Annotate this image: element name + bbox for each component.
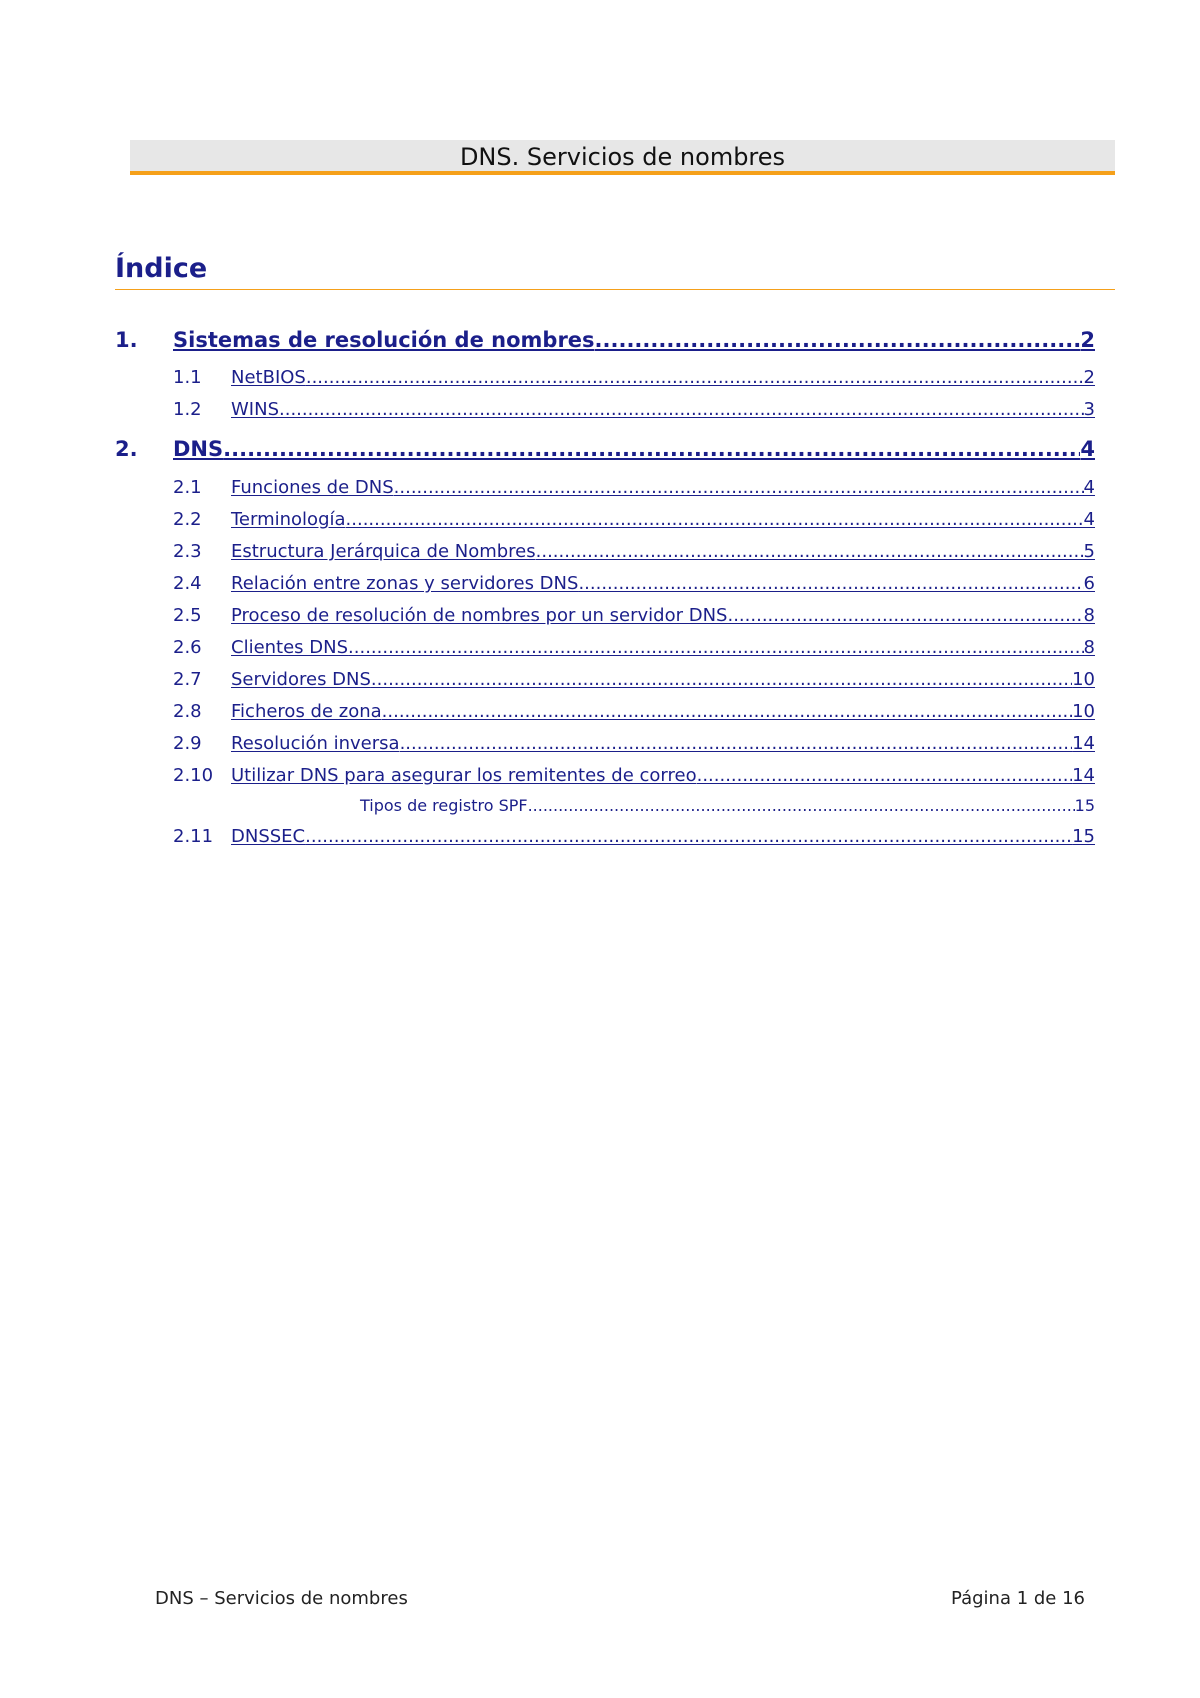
toc-title: Índice: [115, 253, 208, 284]
footer-document-title: DNS – Servicios de nombres: [155, 1588, 408, 1609]
toc-leader-dots: [697, 765, 1073, 786]
toc-entry-link[interactable]: [231, 509, 1095, 530]
toc-entry-label: Sistemas de resolución de nombres: [173, 328, 595, 352]
toc-entry-number: 2.4: [173, 573, 202, 594]
toc-entry-page: 15: [1074, 796, 1095, 815]
toc-entry-label: WINS: [231, 399, 279, 420]
toc-entry-page: 14: [1072, 733, 1095, 754]
toc-entry-number: 2.8: [173, 701, 202, 722]
toc-entry[interactable]: [173, 477, 1095, 501]
toc-entry-link[interactable]: [231, 701, 1095, 722]
toc-entry-number: 2.3: [173, 541, 202, 562]
toc-leader-dots: [305, 826, 1072, 847]
toc-entry-page: 4: [1080, 437, 1095, 461]
toc-entry-label: Ficheros de zona: [231, 701, 382, 722]
toc-entry-link[interactable]: [231, 637, 1095, 658]
toc-leader-dots: [371, 669, 1072, 690]
toc-entry-link[interactable]: [231, 399, 1095, 420]
toc-leader-dots: [595, 328, 1081, 352]
toc-entry-number: 2.9: [173, 733, 202, 754]
toc-entry-page: 8: [1083, 637, 1095, 658]
toc-entry-label: Clientes DNS: [231, 637, 349, 658]
toc-entry-label: Proceso de resolución de nombres por un servidor DNS: [231, 605, 728, 626]
toc-entry-page: 5: [1083, 541, 1095, 562]
toc-entry-link[interactable]: [231, 573, 1095, 594]
toc-leader-dots: [394, 477, 1084, 498]
toc-entry-number: 2.6: [173, 637, 202, 658]
toc-entry[interactable]: [173, 701, 1095, 725]
toc-entry-link[interactable]: [231, 477, 1095, 498]
toc-entry-link[interactable]: [173, 437, 1095, 461]
toc-entry-label: Servidores DNS: [231, 669, 371, 690]
toc-entry-page: 2: [1080, 328, 1095, 352]
toc-entry[interactable]: [173, 573, 1095, 597]
toc-entry-number: 2.5: [173, 605, 202, 626]
toc-entry-link[interactable]: [231, 669, 1095, 690]
toc-leader-dots: [346, 509, 1084, 530]
toc-entry-label: DNS: [173, 437, 224, 461]
toc-entry-label: Tipos de registro SPF: [360, 796, 528, 815]
toc-entry-number: 2.10: [173, 765, 214, 786]
toc-leader-dots: [306, 367, 1084, 388]
toc-entry-label: Utilizar DNS para asegurar los remitentes de correo: [231, 765, 697, 786]
toc-entry-page: 8: [1083, 605, 1095, 626]
toc-entry[interactable]: [173, 733, 1095, 757]
toc-entry-page: 15: [1072, 826, 1095, 847]
toc-entry-label: Resolución inversa: [231, 733, 400, 754]
toc-leader-dots: [279, 399, 1084, 420]
toc-entry[interactable]: [360, 796, 1095, 818]
toc-leader-dots: [400, 733, 1073, 754]
toc-title-rule: [115, 289, 1115, 290]
toc-entry-link[interactable]: [231, 367, 1095, 388]
toc-entry[interactable]: [173, 541, 1095, 565]
toc-leader-dots: [528, 796, 1075, 815]
toc-entry-number: 1.2: [173, 399, 202, 420]
page-footer: [155, 1588, 1085, 1609]
toc-entry-page: 10: [1072, 701, 1095, 722]
toc-entry-link[interactable]: [360, 796, 1095, 815]
toc-entry-link[interactable]: [231, 826, 1095, 847]
toc-entry-page: 4: [1083, 509, 1095, 530]
toc-entry-page: 4: [1083, 477, 1095, 498]
toc-entry[interactable]: [173, 637, 1095, 661]
footer-page-number: Página 1 de 16: [951, 1588, 1085, 1609]
toc-entry-link[interactable]: [231, 605, 1095, 626]
toc-entry-link[interactable]: [231, 541, 1095, 562]
toc-entry[interactable]: [115, 328, 1095, 356]
toc-leader-dots: [348, 637, 1084, 658]
toc-entry[interactable]: [173, 765, 1095, 789]
toc-entry-page: 2: [1083, 367, 1095, 388]
toc-entry-label: Funciones de DNS: [231, 477, 394, 498]
toc-entry-link[interactable]: [231, 765, 1095, 786]
toc-leader-dots: [727, 605, 1083, 626]
toc-entry-page: 3: [1083, 399, 1095, 420]
toc-entry-number: 2.: [115, 437, 138, 461]
toc-entry-number: 1.: [115, 328, 138, 352]
toc-leader-dots: [382, 701, 1072, 722]
toc-entry[interactable]: [173, 399, 1095, 423]
toc-entry-number: 2.1: [173, 477, 202, 498]
toc-entry-label: DNSSEC: [231, 826, 306, 847]
toc-leader-dots: [223, 437, 1080, 461]
document-header: [130, 140, 1115, 175]
toc-entry[interactable]: [173, 605, 1095, 629]
toc-entry-page: 10: [1072, 669, 1095, 690]
toc-entry-page: 6: [1083, 573, 1095, 594]
toc-entry[interactable]: [115, 437, 1095, 465]
toc-entry-label: Relación entre zonas y servidores DNS: [231, 573, 579, 594]
toc-entry[interactable]: [173, 826, 1095, 850]
toc-entry-label: Terminología: [231, 509, 346, 530]
toc-entry-label: Estructura Jerárquica de Nombres: [231, 541, 536, 562]
toc-leader-dots: [536, 541, 1084, 562]
toc-entry-link[interactable]: [231, 733, 1095, 754]
toc-entry[interactable]: [173, 669, 1095, 693]
toc-entry[interactable]: [173, 509, 1095, 533]
toc-entry-label: NetBIOS: [231, 367, 306, 388]
toc-leader-dots: [578, 573, 1083, 594]
toc-entry-number: 2.2: [173, 509, 202, 530]
toc-entry-page: 14: [1072, 765, 1095, 786]
toc-entry-number: 2.11: [173, 826, 214, 847]
toc-entry-number: 2.7: [173, 669, 202, 690]
toc-entry[interactable]: [173, 367, 1095, 391]
document-header-title: DNS. Servicios de nombres: [459, 142, 786, 171]
toc-entry-number: 1.1: [173, 367, 202, 388]
toc-entry-link[interactable]: [173, 328, 1095, 352]
